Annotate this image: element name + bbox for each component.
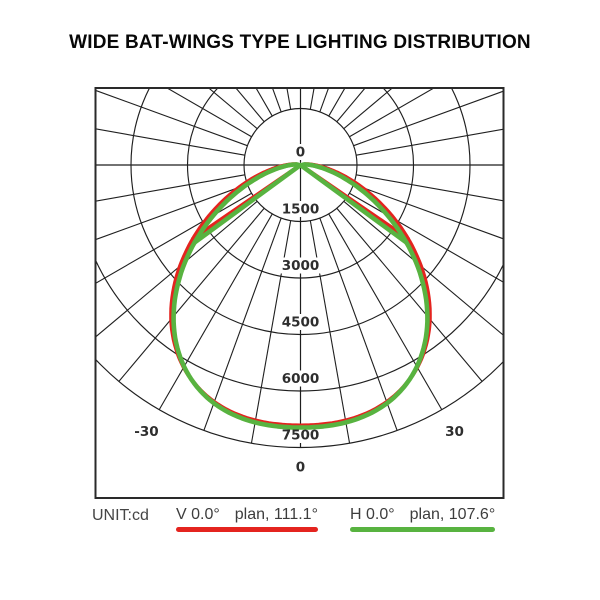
legend-item-v-plane [176,506,318,532]
radial-tick-label: 3000 [281,258,320,275]
legend [0,506,600,546]
legend-item-h-text [350,506,495,524]
radial-tick-label: 6000 [281,371,320,388]
legend-h-plane-label: H 0.0° [350,506,395,523]
legend-swatch-red-line [176,527,318,532]
legend-v-beam-label: plan, 111.1° [234,506,318,523]
legend-swatch-green-line [350,527,495,532]
radial-tick-label: 4500 [281,314,320,331]
angle-zero-label: 0 [295,459,306,476]
legend-h-beam-label: plan, 107.6° [409,506,496,523]
unit-label: UNIT:cd [92,507,149,524]
radial-tick-label: 7500 [281,427,320,444]
radial-tick-label: 1500 [281,201,320,218]
legend-v-plane-label: V 0.0° [176,506,220,523]
angle-tick-label: -30 [134,424,159,441]
radial-tick-label: 0 [295,144,306,161]
legend-item-v-text [176,506,318,524]
page-title: WIDE BAT-WINGS TYPE LIGHTING DISTRIBUTION [69,32,531,53]
angle-tick-label: 30 [445,424,464,441]
legend-item-h-plane [350,506,495,532]
